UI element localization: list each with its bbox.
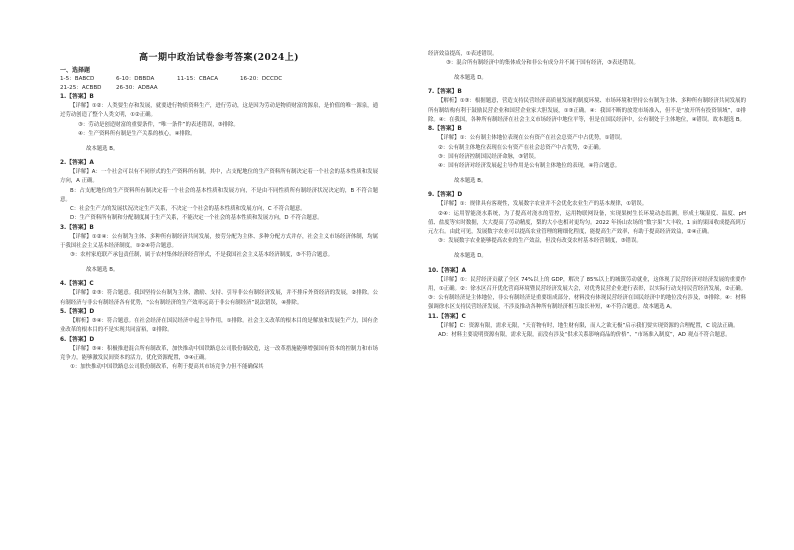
answer-heading: 10.【答案】A (428, 267, 466, 274)
explanation-paragraph: 【详解】③④：积极推进混合所有制改革，加快推动中国铁路总公司股份制改造，这一改革措施能够增强国有资本的控制力和市场竞争力，能够激发民间资本的活力，优化资源配置，③④正确。 (60, 345, 378, 361)
explanation-paragraph: ③：混合所有制经济中的集体成分和非公有成分并不属于国有经济，③表述错误。 (446, 60, 639, 67)
explanation-paragraph: 【详解】①：公有制主体地位表现在公有资产在社会总资产中占优势，①错误。 (438, 135, 626, 142)
explanation-paragraph: ④：生产资料所有制是生产关系的核心，④排除。 (78, 130, 196, 137)
explanation-paragraph: ③：农村家庭联产承包责任制，属于农村集体经济经营形式，不是我国社会主义基本经济制度，③不符合题意。 (70, 252, 334, 259)
explanation-paragraph: ④：国有经济对经济发展起主导作用是公有制主体地位的表现，④符合题意。 (438, 163, 621, 170)
explanation-paragraph: B：占支配地位的生产资料所有制决定着一个社会的基本性质和发展方向，不是由不同性质所有制经济状况决定的，B 不符合题意。 (60, 187, 378, 203)
explanation-paragraph: 经济效益提高，①表述错误。 (428, 51, 498, 57)
explanation-paragraph: 【详解】A：一个社会可以有不同形式的生产资料所有制，其中，占支配地位的生产资料所有制决定着一个社会的基本性质和发展方向，A 正确。 (60, 168, 378, 185)
explanation-paragraph: AD：材料主要说明资源有限，需求无限，而没有涉及“供求关系影响商品的价格”、“市场准入制度”，AD 观点不符合题意。 (438, 331, 731, 338)
answer-key-row (60, 84, 378, 93)
answer-key-row (60, 75, 378, 84)
explanation-paragraph: 【详解】①：民营经济贡献了全区 74%以上的 GDP，解决了 85%以上的城镇劳动就业，这体现了民营经济对经济发展的重要作用，①正确。②：徐水区召开优化营商环境暨民营经济发展大会，对优秀民营企业进行表彰，以实际行动支持民营经济发展，②正确。③：公有制经济是主体地位，非公有制经济是重要组成部分，材料没有体现民营经济在国民经济中的地位没有涉及，③排除。④：材料强调徐水区支持民营经济发展，不涉及推动各种所有制经济相互取长补短，④不符合题意。故本题选 A。 (428, 276, 746, 311)
explanation-paragraph: 【详解】①②④：公有制为主体、多种所有制经济共同发展，按劳分配为主体、多种分配方式并存，社会主义市场经济体制，均属于我国社会主义基本经济制度，①②④符合题意。 (60, 233, 378, 250)
explanation-paragraph: ②④：运用智能浇水系统，为了提高对浇水的管控，运用物联网设备，实现果树生长环境动态监测，形成土壤湿度、温度、pH 值、盐度等实时数据，大大提高了劳动精度，梨的大小也相对更均匀。2022 年扬山农场的“数字果”大丰收，1 亩的果园收成提高到万元左右。由此可见，发展数字农业可以提高农业管理的精细化程度，能提高生产效率，有助于提高经济效益，②④正确。 (428, 210, 746, 236)
conclusion-line: 故本题选 B。 (86, 267, 119, 274)
conclusion-line: 故本题选 D。 (454, 74, 487, 81)
answer-block (428, 267, 746, 313)
answer-block (60, 224, 378, 275)
answer-key-cell: 21-25：ACBBD (60, 85, 102, 91)
answer-heading: 5.【答案】D (60, 309, 95, 316)
answer-block (428, 191, 746, 261)
explanation-paragraph: 【详解】①：规律具有客观性，发展数字农业并不会优化农业生产的基本规律，①错误。 (438, 201, 648, 208)
explanation-paragraph: ③：国有经济控制国民经济命脉，③错误。 (438, 153, 540, 160)
answer-key-cell: 16-20：DCCDC (240, 76, 283, 82)
explanation-paragraph: 【解析】①③：根据题意，营造支持民营经济高质量发展的制度环境、市场环境和坚持公有制为主体、多种所有制经济共同发展的所有制结构有利于鼓励民营企业和国营企业家大胆发展，①③正确。④：我国不断的放宽市场准入，但不是“放开所有投资领域”，②排除。④：在我国，各种所有制经济在社会主义市场经济中地位平等，但是在国民经济中，公有制处于主体地位，④错误。故本题选 B。 (428, 98, 746, 123)
answer-block (428, 50, 746, 83)
explanation-paragraph: 【详解】C：资源有限，需求无限，“天育物有时，地生财有限，而人之欲无极”启示我们要实现资源的合理配置，C 说法正确。 (438, 322, 739, 329)
left-column (60, 0, 378, 373)
answer-block (428, 125, 746, 186)
conclusion-line: 故本题选 B。 (86, 145, 119, 152)
explanation-paragraph: 【解析】③④：符合题意。在社会经济在国民经济中起主导作用，①排除。社会主义改革的根本目的是解放和发展生产力，国有企业改革的根本目的不是实现共同富裕，②排除。 (60, 318, 378, 334)
answer-block (60, 308, 378, 336)
answer-heading: 3.【答案】B (60, 224, 94, 231)
right-column (428, 0, 746, 340)
answer-block (60, 93, 378, 154)
answer-heading: 8.【答案】B (428, 126, 462, 133)
answer-key-cell: 26-30：ADBAA (116, 85, 158, 91)
answer-heading: 6.【答案】D (60, 336, 95, 343)
answer-block (428, 313, 746, 341)
conclusion-line: 故本题选 B。 (454, 177, 487, 184)
right-answer-blocks (428, 50, 746, 340)
answer-block (428, 88, 746, 125)
answer-heading: 9.【答案】D (428, 192, 463, 199)
left-answer-blocks (60, 93, 378, 373)
page-title: 高一期中政治试卷参考答案(2024上) (138, 53, 300, 63)
explanation-paragraph: 【详解】①②：人类要生存和发展，就要进行物质资料生产，进行劳动，这是因为劳动是物质财富的源泉，是价值的唯一源泉，通过劳动创造了整个人类文明，①②正确。 (60, 103, 378, 119)
answer-block (60, 280, 378, 308)
explanation-paragraph: ②：公有制主体地位表现在公有资产在社会总资产中占优势，②正确。 (438, 144, 604, 151)
answer-heading: 1.【答案】B (60, 94, 94, 100)
answer-heading: 7.【答案】B (428, 89, 462, 96)
section-heading: 一、选择题 (60, 67, 91, 74)
explanation-paragraph: ③：发展数字农业能够提高农业的生产效益，但没有改变农村基本经营制度，③错误。 (438, 238, 642, 245)
conclusion-line: 故本题选 D。 (454, 253, 487, 260)
answer-block (60, 336, 378, 373)
explanation-paragraph: ①：加快推动中国铁路总公司股份制改革，有利于提高其市场竞争力但不能确保其 (70, 364, 264, 371)
answer-key-cell: 11-15：CBACA (177, 76, 219, 82)
explanation-paragraph: ③：劳动是创造财富的重要条件，“唯一条件”的表述错误，③排除。 (78, 121, 239, 128)
answer-key-cell: 1-5：BABCD (60, 76, 95, 82)
answer-heading: 2.【答案】A (60, 159, 94, 166)
answer-block (60, 159, 378, 224)
answer-key-cell: 6-10：DBBDA (116, 76, 155, 82)
explanation-paragraph: 【详解】②③：符合题意。我国坚持公有制为主体，激励、支持、引导非公有制经济发展，并不排斥外资经济的发展，②排除。公有制经济与非公有制经济各有优势，“公有制经济的生产效率远高于非公有制经济”说法错误，④排除。 (60, 290, 378, 306)
explanation-paragraph: C：社会生产力的发展状况决定生产关系，不决定一个社会的基本性质和发展方向，C 不符合题意。 (70, 206, 306, 213)
explanation-paragraph: D：生产资料所有制和分配制度属于生产关系，不能决定一个社会的基本性质和发展方向，D 不符合题意。 (70, 215, 323, 222)
answer-heading: 11.【答案】C (428, 313, 466, 320)
answer-heading: 4.【答案】C (60, 281, 94, 288)
